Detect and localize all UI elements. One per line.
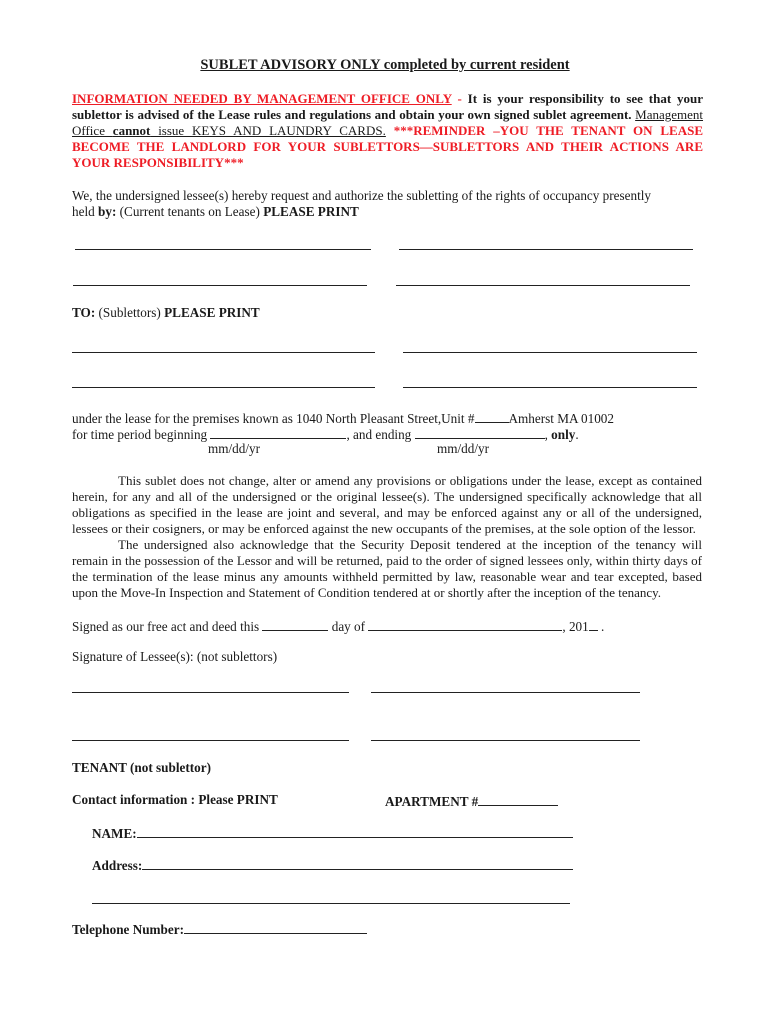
sublettor-line-1[interactable] [72,352,375,353]
signature-label: Signature of Lessee(s): (not sublettors) [72,649,278,664]
request-line-1: We, the undersigned lessee(s) hereby request and authorize the subletting of the rights of occupancy presently [72,188,651,203]
signed-year-blank[interactable] [589,617,598,631]
information-notice: INFORMATION NEEDED BY MANAGEMENT OFFICE ONLY - It is your responsibility to see that your sublettor is advised of the Lease rules and regulations and obtain your own signed sublet agreement. Management Office cannot issue KEYS AND LAUNDRY CARDS. ***REMINDER –YOU THE TENANT ON LEASE BECOME THE LANDLORD FOR YOUR SUBLETTORS—SUBLETTORS AND THEIR ACTIONS ARE YOUR RESPONSIBILITY*** [72,91,704,170]
end-date-blank[interactable] [415,425,545,439]
security-deposit-paragraph: The undersigned also acknowledge that the Security Deposit tendered at the inception of the tenancy will remain in the possession of the Lessor and will be returned, paid to the order of signed lessees only, within thirty days of the termination of the lease minus any amounts withheld permitted by law, reasonable wear and tear excepted, based upon the Move-In Inspection and Statement of Condition tendered at or shortly after the inception of the tenancy. [72,537,702,600]
address-blank[interactable] [142,856,573,870]
sublettor-line-4[interactable] [403,387,697,388]
sublettor-line-2[interactable] [403,352,697,353]
apartment-field: APARTMENT # [385,792,558,810]
name-blank[interactable] [137,824,573,838]
address-line-2[interactable] [92,903,570,904]
info-reminder: ***REMINDER –YOU THE TENANT ON LEASE BECOME THE LANDLORD FOR YOUR SUBLETTORS—SUBLETTORS AND THEIR ACTIONS ARE YOUR RESPONSIBILITY*** [72,123,703,170]
info-responsibility-text: It is your responsibility to see that your sublettor is advised of the Lease rules and regulations and obtain your own signed sublet agreement. [72,91,703,122]
begin-date-blank[interactable] [210,425,346,439]
contact-info-label: Contact information : Please PRINT [72,792,278,807]
time-period-line: for time period beginning , and ending , only. [72,427,579,442]
tenant-heading: TENANT (not sublettor) [72,760,211,775]
request-line-2: held by: (Current tenants on Lease) PLEASE PRINT [72,204,359,219]
address-field: Address: [92,856,573,874]
please-print-label: PLEASE PRINT [263,204,359,219]
telephone-field: Telephone Number: [72,920,367,938]
to-sublettors-label: TO: (Sublettors) PLEASE PRINT [72,305,260,320]
signature-line-3[interactable] [72,740,349,741]
unit-number-blank[interactable] [475,409,509,423]
form-title: SUBLET ADVISORY ONLY completed by current resident [200,57,570,73]
begin-date-format: mm/dd/yr [208,441,261,456]
current-tenant-line-1[interactable] [75,249,371,250]
current-tenant-line-4[interactable] [396,285,690,286]
signature-line-1[interactable] [72,692,349,693]
signature-line-2[interactable] [371,692,640,693]
signed-month-blank[interactable] [368,617,562,631]
premises-line: under the lease for the premises known as 1040 North Pleasant Street,Unit # Amherst MA 01002 [72,411,614,426]
end-date-format: mm/dd/yr [437,441,490,456]
telephone-blank[interactable] [184,920,367,934]
signed-line: Signed as our free act and deed this day of , 201 . [72,619,605,634]
info-red-heading: INFORMATION NEEDED BY MANAGEMENT OFFICE ONLY [72,91,452,106]
current-tenant-line-2[interactable] [399,249,693,250]
info-cannot: cannot [112,123,151,138]
name-field: NAME: [92,824,573,842]
sublettor-line-3[interactable] [72,387,375,388]
signature-line-4[interactable] [371,740,640,741]
info-mgmt-text-b: issue KEYS AND LAUNDRY CARDS. [150,123,386,138]
current-tenant-line-3[interactable] [73,285,367,286]
apartment-number-blank[interactable] [478,792,558,806]
signed-day-blank[interactable] [262,617,328,631]
info-mgmt-text-a: Management Office [72,107,704,138]
sublet-terms-paragraph: This sublet does not change, alter or amend any provisions or obligations under the lease, except as contained herein, for any and all of the undersigned or the original lessee(s). The undersigned specifically acknowledge that all obligations as specified in the lease are joint and several, and may be enforced against any or all of the undersigned, lessees or their cosigners, or may be enforced against the new occupants of the premises, at the sole option of the lessor. [72,473,702,536]
